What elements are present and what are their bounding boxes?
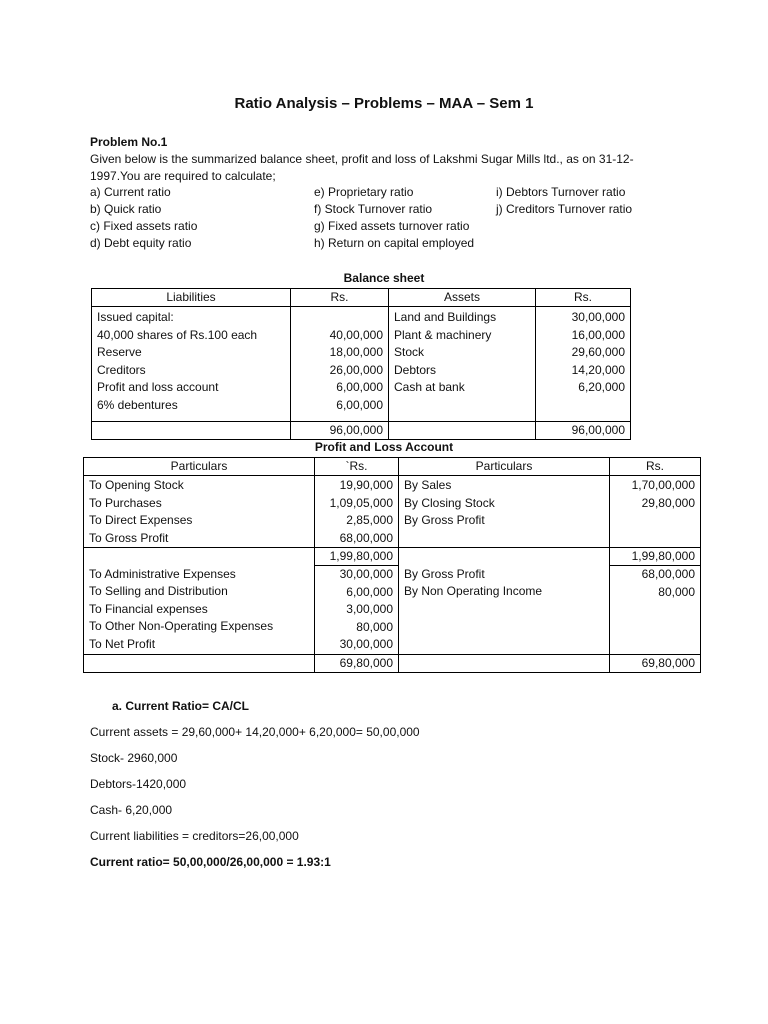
analysis-line: Cash- 6,20,000: [90, 803, 173, 817]
column-header: Rs.: [291, 289, 389, 307]
trading-debit-amounts-cell: [315, 476, 399, 548]
trading-credit-cell: [399, 476, 610, 548]
empty-cell: [84, 548, 315, 566]
list-item: By Gross Profit: [404, 513, 485, 527]
amount: 18,00,000: [329, 345, 383, 359]
pl-debit-amounts-cell: [315, 566, 399, 655]
problem-intro-line-1: Given below is the summarized balance sheet, profit and loss of Lakshmi Sugar Mills ltd., as on 31-12-: [90, 152, 634, 166]
column-header: Assets: [389, 289, 536, 307]
ratio-item: a) Current ratio: [90, 185, 171, 199]
empty-cell: [92, 422, 291, 440]
list-item: Stock: [394, 345, 425, 359]
total-assets: 96,00,000: [536, 422, 631, 440]
amount: 1,70,00,000: [631, 478, 695, 492]
trading-total-row: [84, 548, 701, 566]
amount: 29,80,000: [641, 495, 695, 510]
amount: 14,20,000: [571, 362, 625, 377]
list-item: Plant & machinery: [394, 327, 492, 342]
amount: 68,00,000: [339, 530, 393, 545]
empty-cell: [399, 548, 610, 566]
amount: 6,20,000: [578, 380, 625, 394]
list-item: Cash at bank: [394, 380, 465, 394]
ratio-item: h) Return on capital employed: [314, 236, 475, 250]
pl-credit-amounts-cell: [610, 566, 701, 655]
total-liabilities: 96,00,000: [291, 422, 389, 440]
table-row: [84, 476, 701, 548]
list-item: To Purchases: [89, 495, 162, 510]
pl-total-credit: 69,80,000: [610, 654, 701, 672]
ratio-item: d) Debt equity ratio: [90, 236, 192, 250]
analysis-line: Current assets = 29,60,000+ 14,20,000+ 6,20,000= 50,00,000: [90, 725, 420, 739]
list-item: Reserve: [97, 345, 142, 359]
trading-total-credit: 1,99,80,000: [610, 548, 701, 566]
list-item: By Gross Profit: [404, 566, 485, 581]
pl-total-row: [84, 654, 701, 672]
list-item: Debtors: [394, 362, 437, 377]
ratio-item: g) Fixed assets turnover ratio: [314, 219, 470, 233]
list-item: Creditors: [97, 362, 146, 377]
list-item: To Net Profit: [89, 636, 156, 651]
trading-debit-cell: [84, 476, 315, 548]
trading-credit-amounts-cell: [610, 476, 701, 548]
ratio-item: i) Debtors Turnover ratio: [496, 185, 626, 199]
amount: 30,00,000: [339, 567, 393, 581]
pl-total-debit: 69,80,000: [315, 654, 399, 672]
list-item: To Other Non-Operating Expenses: [89, 619, 274, 633]
table-row: [92, 307, 631, 422]
column-header: Particulars: [399, 458, 610, 476]
empty-cell: [84, 654, 315, 672]
amount: 19,90,000: [339, 478, 393, 492]
list-item: To Opening Stock: [89, 478, 184, 492]
empty-cell: [399, 654, 610, 672]
list-item: Land and Buildings: [394, 310, 497, 324]
pl-credit-cell: [399, 566, 610, 655]
amount: 6,00,000: [346, 584, 393, 599]
amount: 3,00,000: [346, 602, 393, 616]
pl-debit-cell: [84, 566, 315, 655]
liability-amounts-cell: [291, 307, 389, 422]
problem-intro-line-2: 1997.You are required to calculate;: [90, 169, 276, 183]
pl-account-caption: Profit and Loss Account: [314, 440, 454, 454]
column-header: Particulars: [84, 458, 315, 476]
ratio-item: c) Fixed assets ratio: [90, 219, 198, 233]
assets-cell: [389, 307, 536, 422]
problem-heading: Problem No.1: [90, 135, 168, 149]
amount: 26,00,000: [329, 362, 383, 377]
analysis-line: Stock- 2960,000: [90, 751, 178, 765]
analysis-heading: a. Current Ratio= CA/CL: [112, 699, 250, 713]
ratio-column-2: [314, 184, 474, 252]
asset-amounts-cell: [536, 307, 631, 422]
balance-sheet-caption: Balance sheet: [343, 271, 425, 285]
table-total-row: [92, 422, 631, 440]
list-item: 40,000 shares of Rs.100 each: [97, 327, 258, 342]
table-header-row: [84, 458, 701, 476]
list-item: To Selling and Distribution: [89, 584, 228, 598]
amount: 40,00,000: [329, 327, 383, 342]
amount: 68,00,000: [641, 567, 695, 581]
analysis-result: Current ratio= 50,00,000/26,00,000 = 1.93:1: [90, 855, 331, 869]
amount: 6,00,000: [336, 397, 383, 412]
column-header: Liabilities: [92, 289, 291, 307]
analysis-section: [90, 693, 690, 875]
amount: [296, 309, 383, 327]
ratio-column-1: [90, 184, 197, 252]
list-item: To Financial expenses: [89, 601, 208, 616]
amount: 80,000: [356, 619, 393, 634]
list-item: Profit and loss account: [97, 380, 219, 394]
amount: 80,000: [658, 584, 695, 599]
liabilities-cell: [92, 307, 291, 422]
amount: 29,60,000: [571, 345, 625, 359]
amount: 2,85,000: [346, 513, 393, 527]
amount: 1,09,05,000: [329, 495, 393, 510]
table-row: [84, 566, 701, 655]
ratio-item: b) Quick ratio: [90, 202, 162, 216]
list-item: By Sales: [404, 478, 452, 492]
table-header-row: [92, 289, 631, 307]
list-item: To Administrative Expenses: [89, 566, 236, 581]
analysis-line: Current liabilities = creditors=26,00,000: [90, 829, 299, 843]
list-item: Issued capital:: [97, 310, 174, 324]
list-item: By Non Operating Income: [404, 584, 543, 598]
document-title: Ratio Analysis – Problems – MAA – Sem 1: [234, 95, 534, 112]
empty-cell: [389, 422, 536, 440]
ratio-item: f) Stock Turnover ratio: [314, 202, 433, 216]
ratio-column-3: [496, 184, 632, 218]
amount: 30,00,000: [339, 637, 393, 651]
amount: 6,00,000: [336, 380, 383, 394]
pl-account-table: [83, 457, 701, 673]
column-header: `Rs.: [315, 458, 399, 476]
list-item: By Closing Stock: [404, 495, 495, 510]
problem-section: [90, 134, 700, 185]
analysis-line: Debtors-1420,000: [90, 777, 187, 791]
list-item: To Gross Profit: [89, 530, 169, 545]
ratio-item: j) Creditors Turnover ratio: [496, 202, 633, 216]
ratio-item: e) Proprietary ratio: [314, 185, 414, 199]
balance-sheet-table: [91, 288, 631, 440]
column-header: Rs.: [536, 289, 631, 307]
amount: 30,00,000: [571, 310, 625, 324]
column-header: Rs.: [610, 458, 701, 476]
trading-total-debit: 1,99,80,000: [315, 548, 399, 566]
amount: 16,00,000: [571, 327, 625, 342]
list-item: 6% debentures: [97, 397, 178, 412]
list-item: To Direct Expenses: [89, 513, 193, 527]
